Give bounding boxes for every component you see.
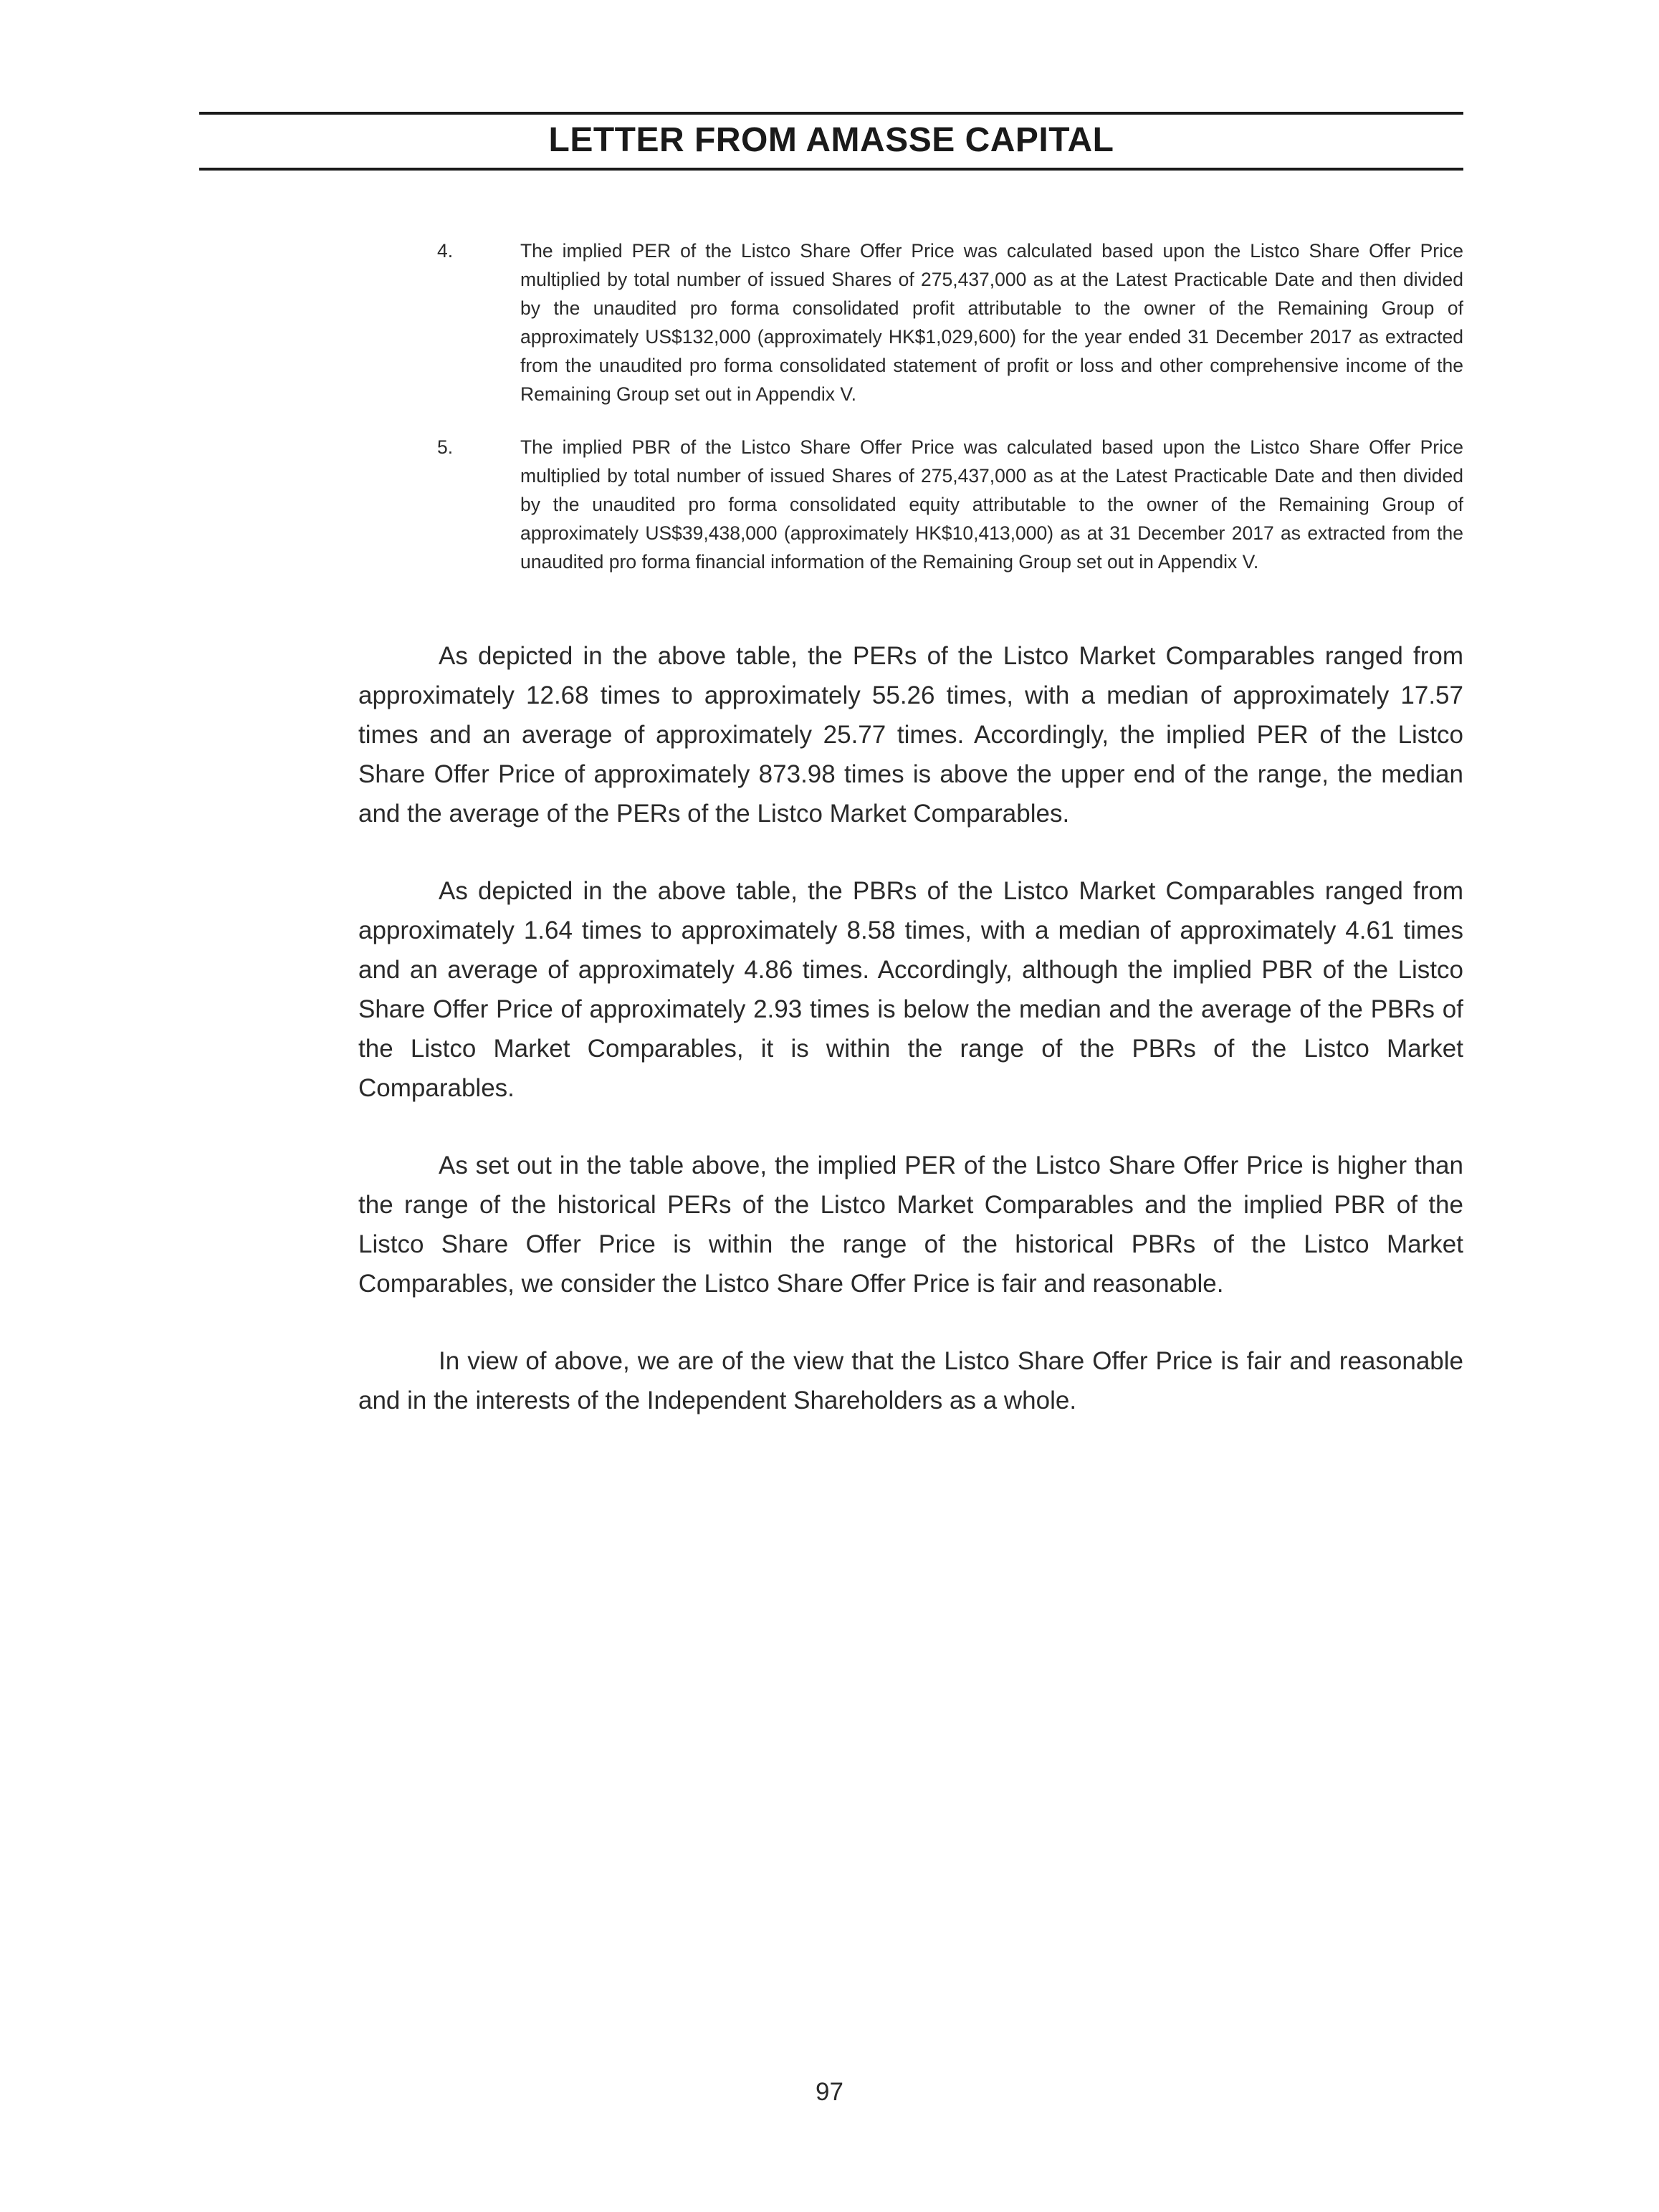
header-bottom-rule	[199, 168, 1463, 171]
body-text	[358, 636, 1463, 1458]
note-text: The implied PBR of the Listco Share Offer Price was calculated based upon the Listco Share Offer Price multiplied by total number of issued Shares of 275,437,000 as at the Latest Practicable Date and then divided by the unaudited pro forma consolidated equity attributable to the owner of the Remaining Group of approximately US$39,438,000 (approximately HK$10,413,000) as at 31 December 2017 as extracted from the unaudited pro forma financial information of the Remaining Group set out in Appendix V.	[520, 436, 1463, 573]
paragraph-conclusion: In view of above, we are of the view that the Listco Share Offer Price is fair and reasonable and in the interests of the Independent Shareholders as a whole.	[358, 1347, 1463, 1414]
page-number: 97	[816, 2078, 843, 2106]
note-item	[437, 433, 1463, 576]
note-text: The implied PER of the Listco Share Offer Price was calculated based upon the Listco Share Offer Price multiplied by total number of issued Shares of 275,437,000 as at the Latest Practicable Date and then divided by the unaudited pro forma consolidated profit attributable to the owner of the Remaining Group of approximately US$132,000 (approximately HK$1,029,600) for the year ended 31 December 2017 as extracted from the unaudited pro forma consolidated statement of profit or loss and other comprehensive income of the Remaining Group set out in Appendix V.	[520, 240, 1463, 405]
note-item	[437, 236, 1463, 408]
paragraph-consideration: As set out in the table above, the implied PER of the Listco Share Offer Price is higher than the range of the historical PERs of the Listco Market Comparables and the implied PBR of the Listco Share Offer Price is within the range of the historical PBRs of the Listco Market Comparables, we consider the Listco Share Offer Price is fair and reasonable.	[358, 1152, 1463, 1298]
header-top-rule	[199, 112, 1463, 115]
notes-list	[437, 236, 1463, 600]
paragraph-per-analysis: As depicted in the above table, the PERs of the Listco Market Comparables ranged from approximately 12.68 times to approximately 55.26 times, with a median of approximately 17.57 times and an average of approximately 25.77 times. Accordingly, the implied PER of the Listco Share Offer Price of approximately 873.98 times is above the upper end of the range, the median and the average of the PERs of the Listco Market Comparables.	[358, 642, 1463, 828]
paragraph-pbr-analysis: As depicted in the above table, the PBRs of the Listco Market Comparables ranged from approximately 1.64 times to approximately 8.58 times, with a median of approximately 4.61 times and an average of approximately 4.86 times. Accordingly, although the implied PBR of the Listco Share Offer Price of approximately 2.93 times is below the median and the average of the PBRs of the Listco Market Comparables, it is within the range of the PBRs of the Listco Market Comparables.	[358, 877, 1463, 1102]
page-title: LETTER FROM AMASSE CAPITAL	[548, 121, 1114, 159]
note-number: 4.	[437, 240, 454, 262]
note-number: 5.	[437, 436, 454, 458]
